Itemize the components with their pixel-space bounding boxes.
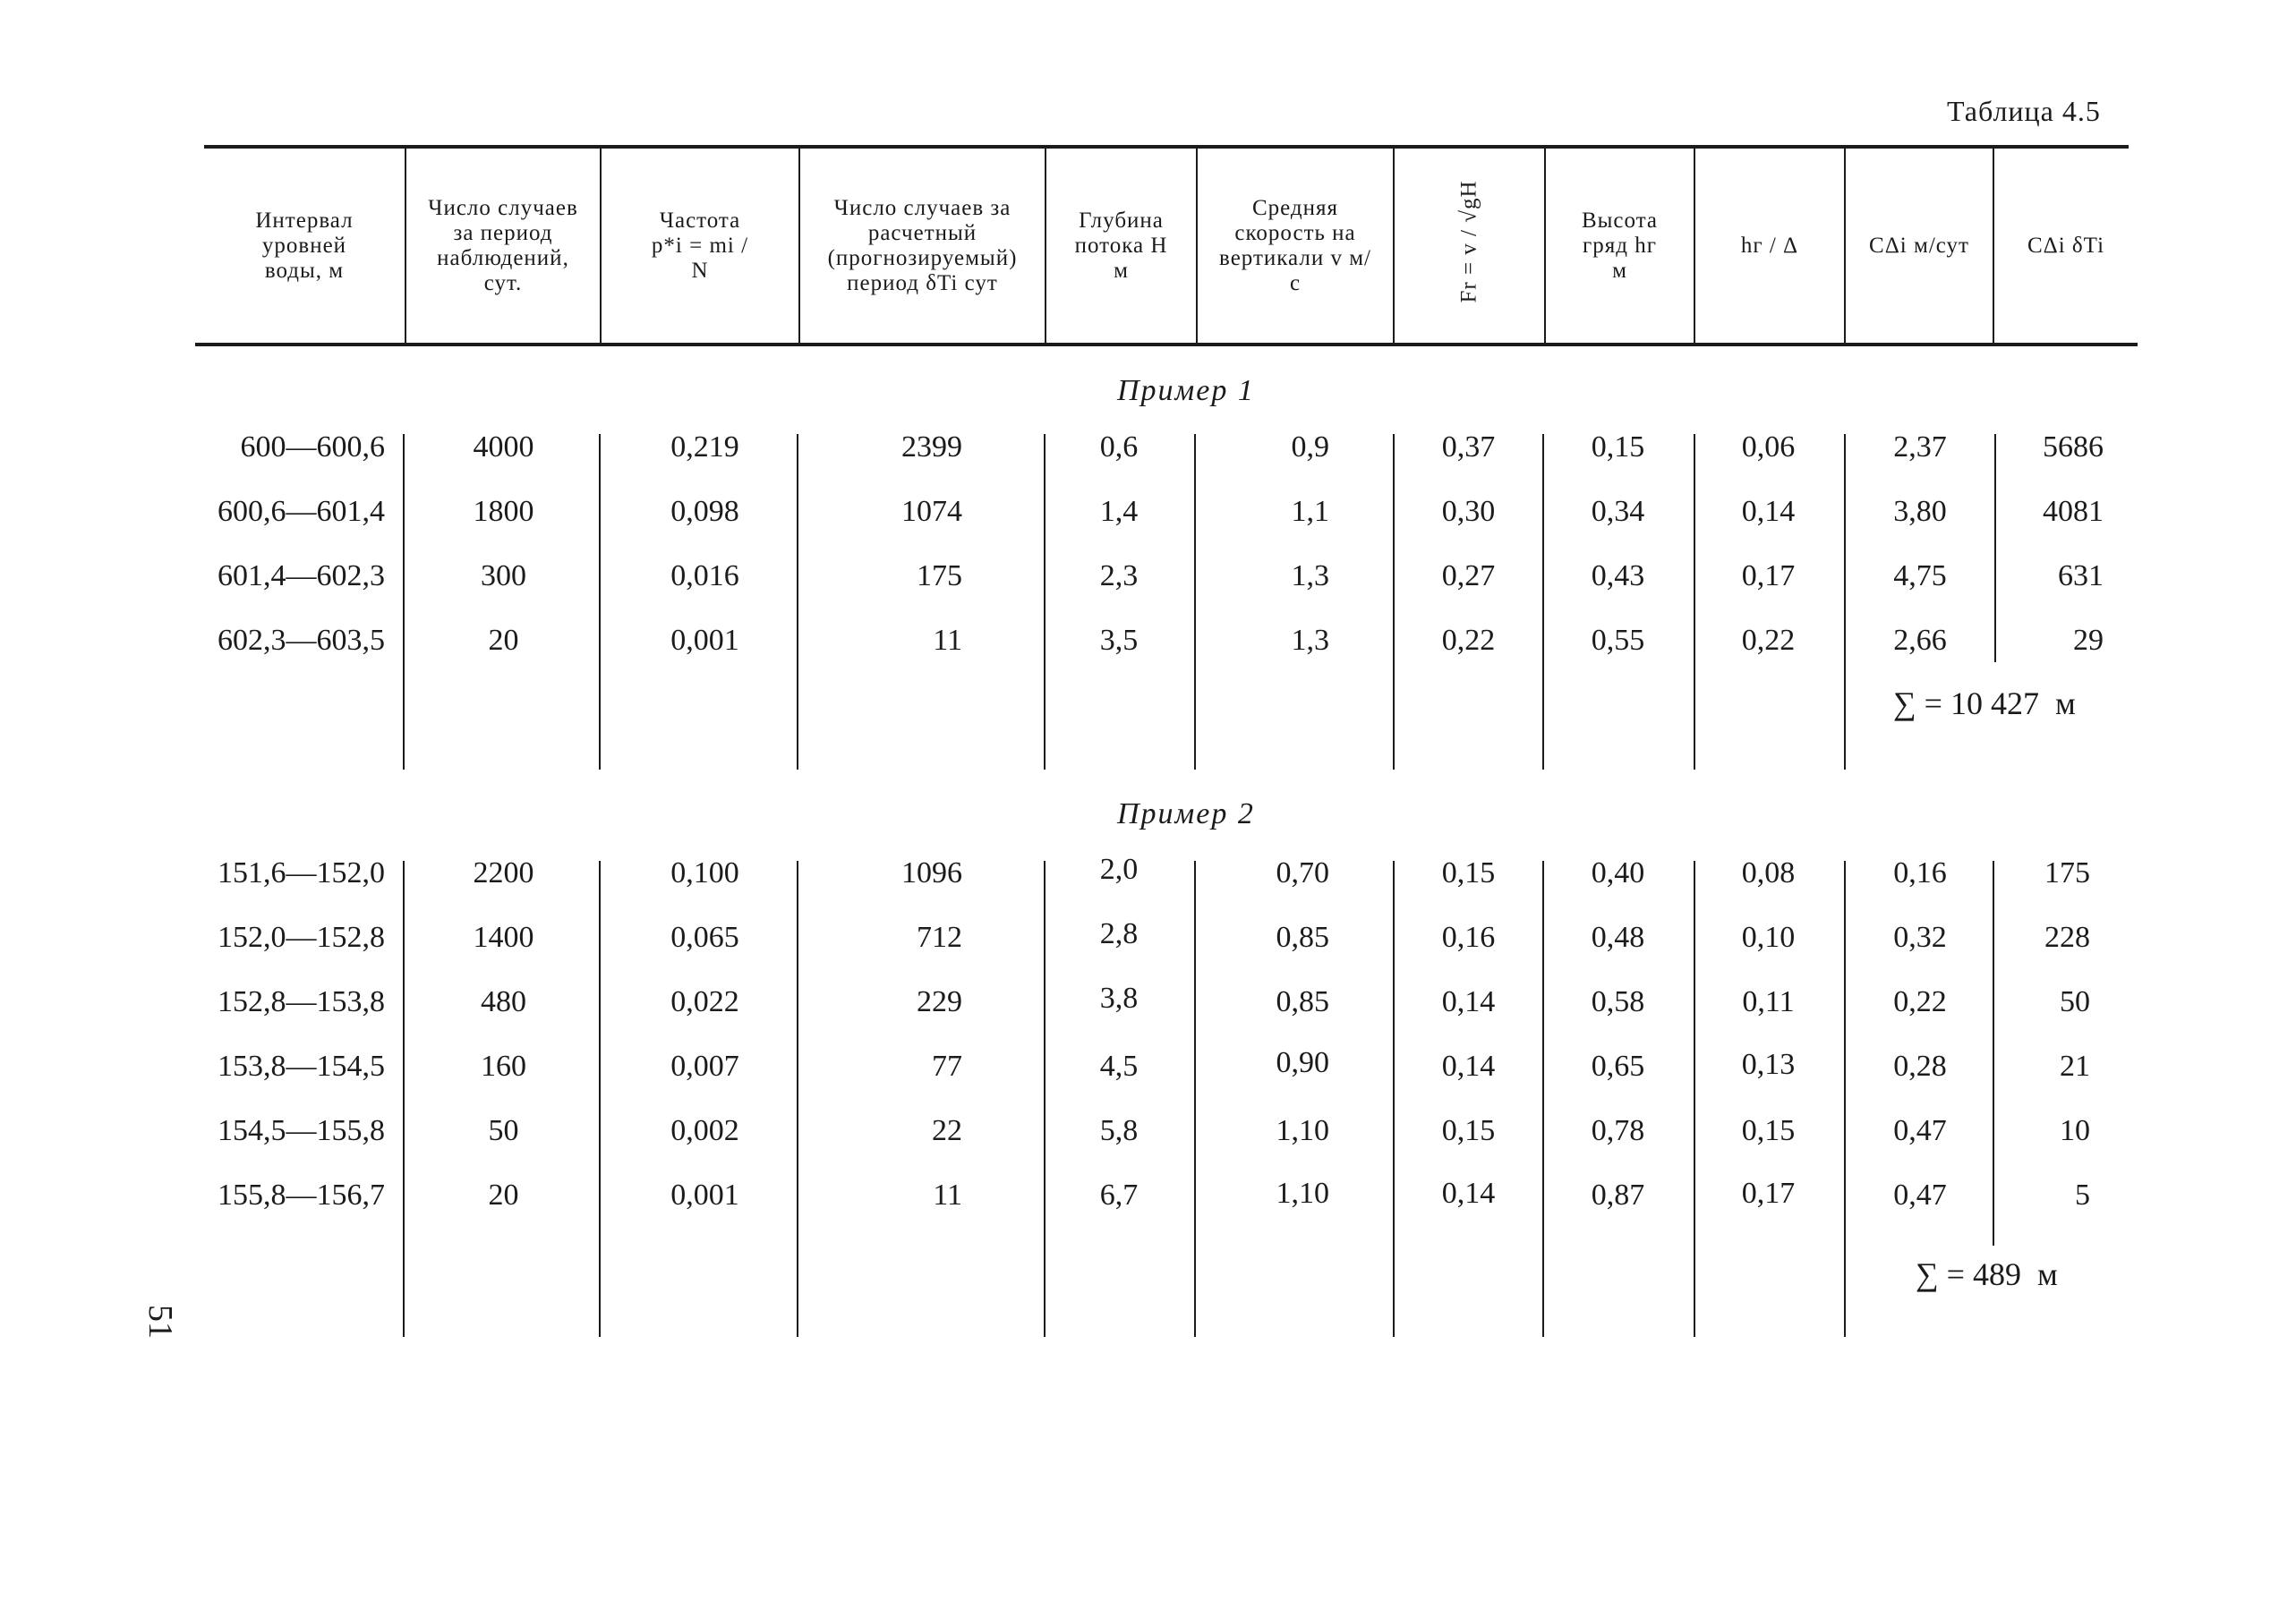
cell-froude: 0,37 [1441,430,1496,464]
cell-depth: 3,5 [1099,624,1139,657]
column-divider [1542,861,1544,1337]
cell-dune-ratio: 0,06 [1741,430,1796,464]
column-divider [797,434,798,770]
cell-forecast-days: 712 [917,921,962,954]
cell-c-delta: 2,37 [1893,430,1947,464]
header-c-delta-total: CΔi δTi [2027,233,2105,258]
cell-c-delta-total: 4081 [2043,495,2104,528]
cell-froude: 0,14 [1441,1050,1496,1083]
cell-c-delta: 3,80 [1893,495,1947,528]
cell-depth: 1,4 [1099,495,1139,528]
cell-dune-ratio: 0,14 [1741,495,1796,528]
cell-frequency: 0,016 [670,559,739,592]
cell-depth: 2,0 [1099,853,1139,886]
cell-depth: 5,8 [1099,1114,1139,1147]
cell-forecast-days: 11 [933,624,962,657]
cell-forecast-days: 1074 [901,495,962,528]
cell-interval: 600,6—601,4 [218,495,385,528]
cell-interval: 151,6—152,0 [218,856,385,889]
cell-frequency: 0,022 [670,985,739,1018]
cell-c-delta-total: 228 [2044,921,2090,954]
column-divider [1044,434,1046,770]
cell-observed-days: 1800 [473,495,534,528]
cell-velocity: 0,90 [1276,1046,1329,1079]
cell-c-delta: 0,28 [1893,1050,1947,1083]
cell-depth: 2,3 [1099,559,1139,592]
cell-c-delta-total: 50 [2060,985,2090,1018]
column-divider [1194,434,1196,770]
cell-frequency: 0,007 [670,1050,739,1083]
header-froude-number: Fr = v / √gH [1456,180,1481,303]
cell-forecast-days: 77 [932,1050,962,1083]
cell-velocity: 1,3 [1291,624,1329,657]
cell-frequency: 0,098 [670,495,739,528]
cell-dune-ratio: 0,17 [1741,1177,1796,1210]
cell-interval: 153,8—154,5 [218,1050,385,1083]
section-title-example-2: Пример 2 [1117,797,1255,830]
column-divider [1844,861,1846,1337]
cell-observed-days: 1400 [473,921,534,954]
column-divider [403,434,405,770]
cell-frequency: 0,001 [670,624,739,657]
cell-c-delta-total: 29 [2073,624,2104,657]
cell-interval: 601,4—602,3 [218,559,385,592]
column-divider [599,434,601,770]
cell-dune-height: 0,55 [1591,624,1645,657]
cell-dune-ratio: 0,08 [1741,856,1796,889]
cell-c-delta-total: 5686 [2043,430,2104,464]
header-dune-height: Высота гряд hг м [1581,208,1659,283]
sum-example-1: ∑ = 10 427 м [1893,685,2076,721]
cell-c-delta: 0,16 [1893,856,1947,889]
cell-c-delta: 2,66 [1893,624,1947,657]
cell-dune-height: 0,15 [1591,430,1645,464]
cell-observed-days: 2200 [473,856,534,889]
header-water-level-interval: Интервал уровней воды, м [255,208,354,283]
cell-c-delta: 0,47 [1893,1179,1947,1212]
column-divider [1393,861,1395,1337]
cell-depth: 0,6 [1099,430,1139,464]
cell-dune-height: 0,87 [1591,1179,1645,1212]
cell-dune-ratio: 0,13 [1741,1048,1796,1081]
cell-c-delta: 0,32 [1893,921,1947,954]
header-bottom-rule [195,343,2138,346]
section-title-example-1: Пример 1 [1117,374,1255,407]
cell-velocity: 0,85 [1276,921,1329,954]
cell-forecast-days: 22 [932,1114,962,1147]
cell-interval: 152,0—152,8 [218,921,385,954]
column-divider [1393,434,1395,770]
column-divider [797,861,798,1337]
cell-froude: 0,16 [1441,921,1496,954]
column-divider [403,861,405,1337]
cell-velocity: 1,10 [1276,1177,1329,1210]
header-frequency: Частота p*i = mi / N [651,208,749,283]
cell-velocity: 1,3 [1291,559,1329,592]
header-forecast-days: Число случаев за расчетный (прогнозируемый) период δTi сут [827,195,1018,295]
cell-interval: 154,5—155,8 [218,1114,385,1147]
cell-interval: 155,8—156,7 [218,1179,385,1212]
cell-depth: 2,8 [1099,917,1139,950]
cell-velocity: 1,10 [1276,1114,1329,1147]
cell-c-delta: 4,75 [1893,559,1947,592]
cell-frequency: 0,065 [670,921,739,954]
cell-velocity: 1,1 [1291,495,1329,528]
cell-dune-height: 0,40 [1591,856,1645,889]
header-flow-depth: Глубина потока H м [1074,208,1168,283]
column-divider [1844,434,1846,770]
column-divider [599,861,601,1337]
cell-froude: 0,15 [1441,856,1496,889]
column-divider [1994,434,1996,662]
cell-dune-height: 0,48 [1591,921,1645,954]
cell-dune-ratio: 0,15 [1741,1114,1796,1147]
column-divider [1993,861,1994,1246]
cell-c-delta-total: 631 [2058,559,2104,592]
cell-depth: 4,5 [1099,1050,1139,1083]
table-caption: Таблица 4.5 [1947,95,2101,127]
header-mean-velocity: Средняя скорость на вертикали v м/с [1219,195,1371,295]
cell-froude: 0,30 [1441,495,1496,528]
cell-dune-height: 0,78 [1591,1114,1645,1147]
cell-frequency: 0,001 [670,1179,739,1212]
cell-forecast-days: 229 [917,985,962,1018]
cell-forecast-days: 1096 [901,856,962,889]
cell-velocity: 0,9 [1291,430,1329,464]
cell-c-delta: 0,22 [1893,985,1947,1018]
cell-dune-ratio: 0,22 [1741,624,1796,657]
column-divider [1694,861,1695,1337]
cell-observed-days: 160 [481,1050,526,1083]
cell-c-delta: 0,47 [1893,1114,1947,1147]
cell-depth: 3,8 [1099,982,1139,1015]
cell-dune-ratio: 0,10 [1741,921,1796,954]
cell-velocity: 0,70 [1276,856,1329,889]
cell-froude: 0,22 [1441,624,1496,657]
cell-velocity: 0,85 [1276,985,1329,1018]
column-divider [1044,861,1046,1337]
cell-interval: 600—600,6 [240,430,385,464]
cell-frequency: 0,219 [670,430,739,464]
cell-dune-height: 0,58 [1591,985,1645,1018]
cell-froude: 0,27 [1441,559,1496,592]
cell-forecast-days: 175 [917,559,962,592]
column-divider [1194,861,1196,1337]
cell-dune-ratio: 0,17 [1741,559,1796,592]
cell-observed-days: 300 [481,559,526,592]
header-observed-days: Число случаев за период наблюдений, сут. [428,195,578,295]
page-number: 51 [141,1305,179,1339]
cell-c-delta-total: 175 [2044,856,2090,889]
cell-dune-height: 0,65 [1591,1050,1645,1083]
column-divider [1694,434,1695,770]
cell-depth: 6,7 [1099,1179,1139,1212]
cell-dune-ratio: 0,11 [1742,985,1795,1018]
cell-frequency: 0,002 [670,1114,739,1147]
column-divider [1542,434,1544,770]
cell-c-delta-total: 5 [2075,1179,2090,1212]
cell-forecast-days: 11 [933,1179,962,1212]
cell-interval: 152,8—153,8 [218,985,385,1018]
cell-froude: 0,14 [1441,1177,1496,1210]
cell-dune-height: 0,43 [1591,559,1645,592]
sum-example-2: ∑ = 489 м [1916,1256,2058,1292]
header-c-delta-rate: CΔi м/сут [1869,233,1969,258]
cell-observed-days: 480 [481,985,526,1018]
cell-observed-days: 4000 [473,430,534,464]
cell-forecast-days: 2399 [901,430,962,464]
cell-interval: 602,3—603,5 [218,624,385,657]
cell-observed-days: 20 [488,624,519,657]
header-dune-ratio: hг / Δ [1740,233,1799,258]
cell-frequency: 0,100 [670,856,739,889]
cell-dune-height: 0,34 [1591,495,1645,528]
cell-observed-days: 20 [488,1179,519,1212]
cell-froude: 0,15 [1441,1114,1496,1147]
cell-froude: 0,14 [1441,985,1496,1018]
cell-c-delta-total: 10 [2060,1114,2090,1147]
cell-observed-days: 50 [488,1114,519,1147]
cell-c-delta-total: 21 [2060,1050,2090,1083]
